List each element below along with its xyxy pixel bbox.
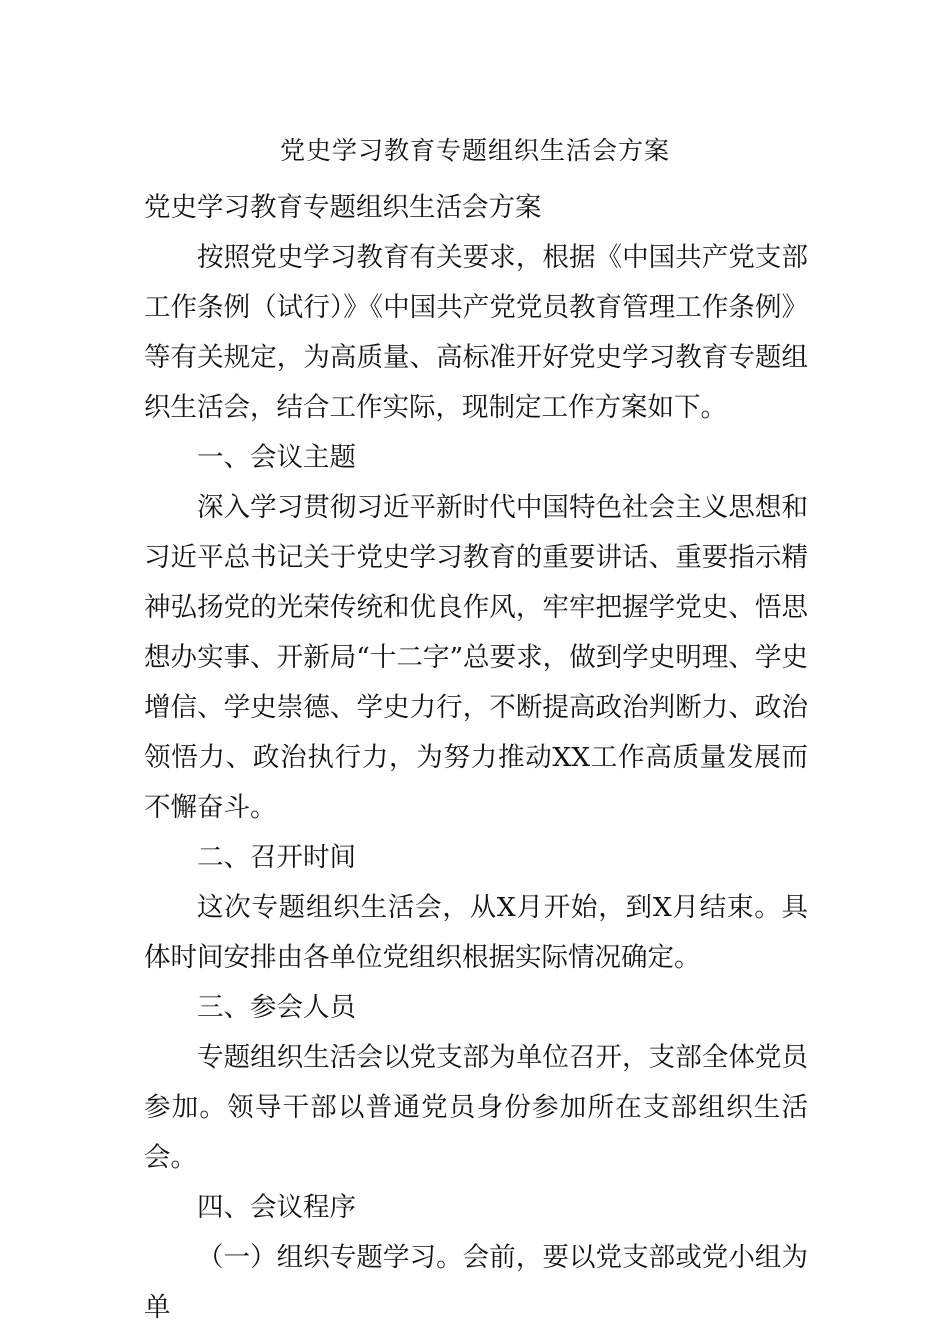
section-heading-procedure: 四、会议程序 bbox=[197, 1192, 356, 1223]
section-heading-attendees: 三、参会人员 bbox=[197, 992, 356, 1023]
section-heading-theme: 一、会议主题 bbox=[197, 442, 356, 473]
theme-paragraph: 深入学习贯彻习近平新时代中国特色社会主义思想和习近平总书记关于党史学习教育的重要讲话、重要指示精神弘扬党的光荣传统和优良作风，牢牢把握学党史、悟思想办实事、开新局“十二字”总要求，做到学史明理、学史增信、学史崇德、学史力行，不断提高政治判断力、政治领悟力、政治执行力，为努力推动XX工作高质量发展而不懈奋斗。 bbox=[144, 492, 808, 823]
document-title: 党史学习教育专题组织生活会方案 bbox=[279, 136, 670, 165]
intro-paragraph: 按照党史学习教育有关要求，根据《中国共产党支部工作条例（试行）》《中国共产党党员教育管理工作条例》等有关规定，为高质量、高标准开好党史学习教育专题组织生活会，结合工作实际，现制定工作方案如下。 bbox=[144, 242, 808, 423]
procedure-paragraph: （一）组织专题学习。会前，要以党支部或党小组为单 bbox=[144, 1242, 808, 1323]
time-paragraph: 这次专题组织生活会，从X月开始，到X月结束。具体时间安排由各单位党组织根据实际情况确定。 bbox=[144, 892, 808, 973]
document-body bbox=[144, 183, 808, 1333]
section-heading-time: 二、召开时间 bbox=[197, 842, 356, 873]
document-subtitle: 党史学习教育专题组织生活会方案 bbox=[144, 192, 542, 223]
attendees-paragraph: 专题组织生活会以党支部为单位召开，支部全体党员参加。领导干部以普通党员身份参加所在支部组织生活会。 bbox=[144, 1042, 808, 1173]
